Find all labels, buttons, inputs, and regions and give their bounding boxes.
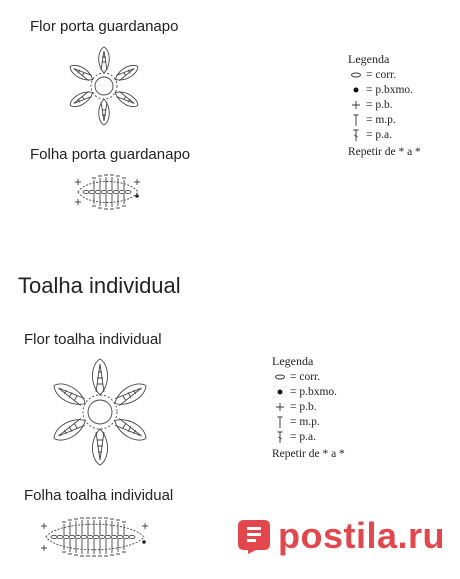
filled-dot-icon xyxy=(348,85,364,95)
legend-row-double xyxy=(348,127,421,142)
legend-label: = p.bxmo. xyxy=(366,83,414,96)
chain-oval-icon xyxy=(348,71,364,79)
legend-row-chain xyxy=(348,67,421,82)
chain-oval-icon xyxy=(272,373,288,381)
legend-label: = p.bxmo. xyxy=(290,385,338,398)
postila-logo-icon xyxy=(236,518,272,554)
watermark-text: postila.ru xyxy=(278,515,446,556)
filled-dot-icon xyxy=(272,387,288,397)
legend-title: Legenda xyxy=(272,354,314,368)
leaf-placemat-title: Folha toalha individual xyxy=(24,487,174,504)
flower-placemat-title: Flor toalha individual xyxy=(24,331,162,348)
legend-label: = p.b. xyxy=(366,98,393,111)
flower-napkin-title: Flor porta guardanapo xyxy=(30,18,179,35)
legend-label: = m.p. xyxy=(366,113,396,126)
legend-title: Legenda xyxy=(348,52,390,66)
legend-row-slip xyxy=(272,384,345,399)
double-crochet-icon xyxy=(348,128,364,142)
postila-watermark xyxy=(236,516,445,556)
legend-label: = p.a. xyxy=(290,430,316,443)
flower-placemat-diagram xyxy=(42,354,158,470)
half-double-icon xyxy=(272,415,288,429)
legend-row-slip xyxy=(348,82,421,97)
plus-cross-icon xyxy=(348,100,364,110)
legend-row-chain xyxy=(272,369,345,384)
plus-cross-icon xyxy=(272,402,288,412)
legend-repeat: Repetir de * a * xyxy=(348,146,421,158)
leaf-napkin-title: Folha porta guardanapo xyxy=(30,146,191,163)
legend-napkin xyxy=(348,51,421,160)
legend-row-single xyxy=(272,399,345,414)
legend-row-single xyxy=(348,97,421,112)
section-heading: Toalha individual xyxy=(18,273,181,298)
legend-label: = m.p. xyxy=(290,415,320,428)
legend-label: = p.a. xyxy=(366,128,392,141)
flower-napkin-diagram xyxy=(60,42,148,130)
legend-repeat: Repetir de * a * xyxy=(272,448,345,460)
legend-label: = p.b. xyxy=(290,400,317,413)
legend-placemat xyxy=(272,353,345,462)
legend-label: = corr. xyxy=(366,68,397,81)
half-double-icon xyxy=(348,113,364,127)
legend-row-half xyxy=(272,414,345,429)
legend-row-double xyxy=(272,429,345,444)
double-crochet-icon xyxy=(272,430,288,444)
leaf-placemat-diagram xyxy=(38,514,152,560)
leaf-napkin-diagram xyxy=(72,172,144,212)
legend-label: = corr. xyxy=(290,370,321,383)
legend-row-half xyxy=(348,112,421,127)
